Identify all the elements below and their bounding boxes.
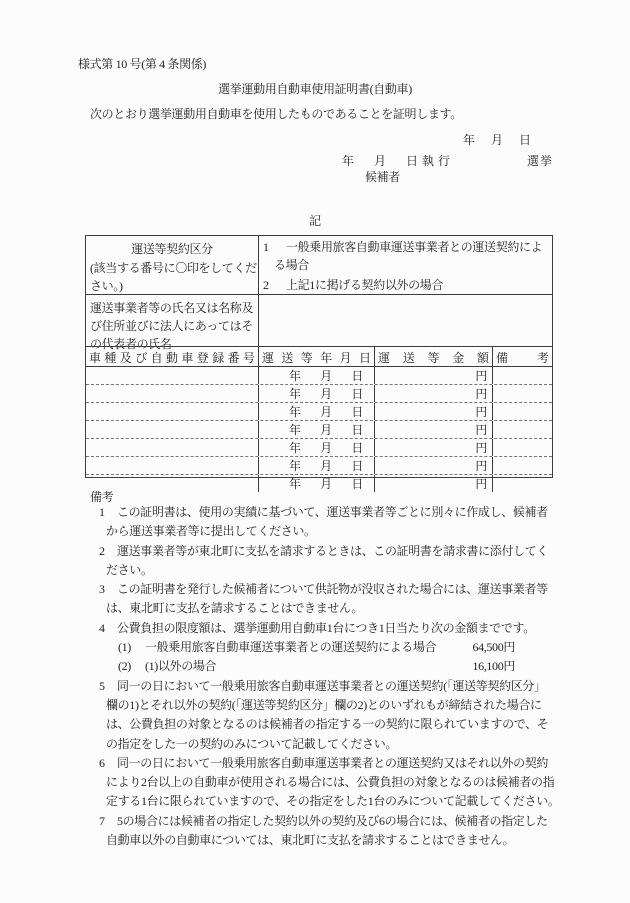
contract-option-2-number: 2 <box>263 278 269 292</box>
month-label: 月 <box>320 477 332 491</box>
contract-type-row <box>86 236 552 294</box>
carrier-name-label-cell <box>86 295 259 351</box>
note-line <box>0 677 630 696</box>
note-item-number: 7 <box>99 813 105 828</box>
year-label: 年 <box>289 423 301 437</box>
note-line <box>0 542 630 561</box>
year-label: 年 <box>289 387 301 401</box>
amount-cell <box>375 421 493 438</box>
note-text: から運送事業者等に提出してください。 <box>106 524 316 539</box>
note-sub-label: (1) <box>118 640 131 655</box>
note-sub-amount: 64,500円 <box>472 640 515 655</box>
note-line <box>0 696 630 715</box>
month-label: 月 <box>320 459 332 473</box>
month-label: 月 <box>320 387 332 401</box>
note-text: 同一の日において一般乗用旅客自動車運送事業者との運送契約(「運送等契約区分」 <box>117 678 546 693</box>
contract-option-1 <box>263 238 548 256</box>
contract-type-title: 運送等契約区分 <box>131 242 213 256</box>
day-label: 日 <box>351 477 363 491</box>
table-data-rows <box>86 367 552 492</box>
table-header-row <box>86 346 552 367</box>
table-row <box>86 474 552 492</box>
yen-label: 円 <box>475 405 487 419</box>
day-label: 日 <box>351 369 363 383</box>
month-label: 月 <box>320 405 332 419</box>
contract-option-1-wrap: る場合 <box>274 258 309 272</box>
note-line <box>0 831 630 850</box>
contract-option-1-number: 1 <box>263 240 269 254</box>
note-sub-amount: 16,100円 <box>472 659 515 674</box>
note-line <box>0 561 630 580</box>
note-item-number: 5 <box>99 678 105 693</box>
contract-option-2 <box>263 276 548 294</box>
amount-cell <box>375 403 493 420</box>
year-label: 年 <box>289 477 301 491</box>
date-cell <box>259 439 375 456</box>
yen-label: 円 <box>475 459 487 473</box>
note-text: 定する1台に限られていますので、その指定をした1台のみについて記載してください。 <box>106 794 560 809</box>
remarks-cell <box>493 421 552 438</box>
note-line <box>0 619 630 638</box>
note-item-number: 2 <box>99 543 105 558</box>
note-item-number: 6 <box>99 755 105 770</box>
note-sub-text: 一般乗用旅客自動車運送事業者との運送契約による場合 <box>145 640 437 655</box>
carrier-label-line3: の代表者の氏名 <box>90 337 172 351</box>
note-line <box>0 735 630 754</box>
vehicle-cell <box>86 457 259 474</box>
note-line <box>0 503 630 522</box>
table-row <box>86 456 552 474</box>
day-label: 日 <box>351 441 363 455</box>
note-text: この証明書を発行した候補者について供託物が没収された場合には、運送事業者等 <box>117 582 548 597</box>
year-label: 年 <box>289 441 301 455</box>
candidate-label: 候補者 <box>365 170 400 184</box>
contract-type-note-line1: (該当する番号に〇印をしてくだ <box>90 260 257 275</box>
note-line <box>0 754 630 773</box>
remarks-cell <box>493 457 552 474</box>
note-text: 公費負担の限度額は、選挙運動用自動車1台につき1日当たり次の金額までです。 <box>117 620 535 635</box>
year-label: 年 <box>289 459 301 473</box>
note-item-number: 3 <box>99 582 105 597</box>
remarks-cell <box>493 385 552 402</box>
month-label: 月 <box>320 369 332 383</box>
carrier-name-row <box>86 294 552 351</box>
vehicle-cell <box>86 403 259 420</box>
notes-list <box>0 503 630 850</box>
date-cell <box>259 457 375 474</box>
note-text: により2台以上の自動車が使用される場合には、公費負担の対象となるのは候補者の指 <box>106 775 555 790</box>
page-title: 選挙運動用自動車使用証明書(自動車) <box>218 82 412 96</box>
header-remarks: 備 考 <box>496 351 549 365</box>
date-cell <box>259 421 375 438</box>
note-text: の指定をした一の契約のみについて記載してください。 <box>106 736 398 751</box>
remarks-cell <box>493 475 552 492</box>
note-item-number: 1 <box>99 505 105 519</box>
remarks-cell <box>493 367 552 384</box>
note-text: 自動車以外の自動車については、東北町に支払を請求することはできません。 <box>106 833 515 848</box>
contract-type-options-cell <box>259 236 552 294</box>
contract-option-2-text: 上記1に掲げる契約以外の場合 <box>286 278 444 292</box>
contract-type-label-cell <box>86 236 259 294</box>
contract-option-1-text: 一般乗用旅客自動車運送事業者との運送契約によ <box>286 240 543 254</box>
note-text: 運送事業者等が東北町に支払を請求するときは、この証明書を請求書に添付してく <box>117 543 549 558</box>
note-subline <box>0 638 630 657</box>
note-line <box>0 599 630 618</box>
carrier-label-line2: び住所並びに法人にあってはそ <box>90 319 253 333</box>
note-sub-label: (2) <box>118 659 131 674</box>
note-text: この証明書は、使用の実績に基づいて、運送事業者等ごとに別々に作成し、候補者 <box>117 505 548 519</box>
carrier-name-input-cell <box>259 295 552 346</box>
note-line <box>0 522 630 541</box>
note-item-number: 4 <box>99 620 105 635</box>
header-transport-amount: 運 送 等 金 額 <box>375 347 493 366</box>
issue-date-line: 年 月 日 <box>462 133 533 147</box>
usage-table <box>85 235 553 491</box>
vehicle-cell <box>86 385 259 402</box>
yen-label: 円 <box>475 441 487 455</box>
note-text: は、公費負担の対象となるのは候補者の指定する一の契約に限られていますので、そ <box>106 717 549 732</box>
note-text: 欄の1)とそれ以外の契約(「運送等契約区分」欄の2)とのいずれもが締結された場合に <box>106 697 542 712</box>
note-line <box>0 715 630 734</box>
table-row <box>86 402 552 420</box>
note-text: ださい。 <box>106 562 153 577</box>
vehicle-cell <box>86 367 259 384</box>
day-label: 日 <box>351 405 363 419</box>
table-row <box>86 367 552 384</box>
year-label: 年 <box>289 369 301 383</box>
day-label: 日 <box>351 459 363 473</box>
election-label: 選挙 <box>526 154 553 168</box>
date-cell <box>259 367 375 384</box>
amount-cell <box>375 439 493 456</box>
amount-cell <box>375 457 493 474</box>
remarks-cell <box>493 403 552 420</box>
contract-type-note-line2: さい。) <box>90 279 123 293</box>
note-line <box>0 792 630 811</box>
vehicle-cell <box>86 439 259 456</box>
carrier-label-line1: 運送事業者等の氏名又は名称及 <box>90 301 254 315</box>
table-row <box>86 384 552 402</box>
table-row <box>86 438 552 456</box>
amount-cell <box>375 385 493 402</box>
note-line <box>0 812 630 831</box>
yen-label: 円 <box>475 369 487 383</box>
note-text: は、東北町に支払を請求することはできません。 <box>106 601 364 616</box>
remarks-cell <box>493 439 552 456</box>
date-cell <box>259 385 375 402</box>
yen-label: 円 <box>475 477 487 491</box>
yen-label: 円 <box>475 423 487 437</box>
header-transport-date: 運 送 等 年 月 日 <box>259 347 375 366</box>
form-number: 様式第 10 号(第 4 条関係) <box>78 57 207 71</box>
yen-label: 円 <box>475 387 487 401</box>
record-marker: 記 <box>309 214 321 228</box>
note-subline <box>0 657 630 676</box>
notes-heading: 備考 <box>90 490 114 504</box>
day-label: 日 <box>351 423 363 437</box>
note-text: 5の場合には候補者の指定した契約以外の契約及び6の場合には、候補者の指定した <box>117 813 548 828</box>
certify-statement: 次のとおり選挙運動用自動車を使用したものであることを証明します。 <box>90 107 462 121</box>
date-cell <box>259 475 375 492</box>
amount-cell <box>375 475 493 492</box>
date-cell <box>259 403 375 420</box>
execution-date-line: 年 月 日執行 <box>342 154 455 168</box>
note-line <box>0 580 630 599</box>
month-label: 月 <box>320 441 332 455</box>
year-label: 年 <box>289 405 301 419</box>
day-label: 日 <box>351 387 363 401</box>
table-row <box>86 420 552 438</box>
header-vehicle: 車 種 及 び 自 動 車 登 録 番 号 <box>86 347 259 366</box>
amount-cell <box>375 367 493 384</box>
note-text: 同一の日において一般乗用旅客自動車運送事業者との運送契約又はそれ以外の契約 <box>117 755 549 770</box>
month-label: 月 <box>320 423 332 437</box>
note-sub-text: (1)以外の場合 <box>145 659 217 674</box>
vehicle-cell <box>86 421 259 438</box>
note-line <box>0 773 630 792</box>
